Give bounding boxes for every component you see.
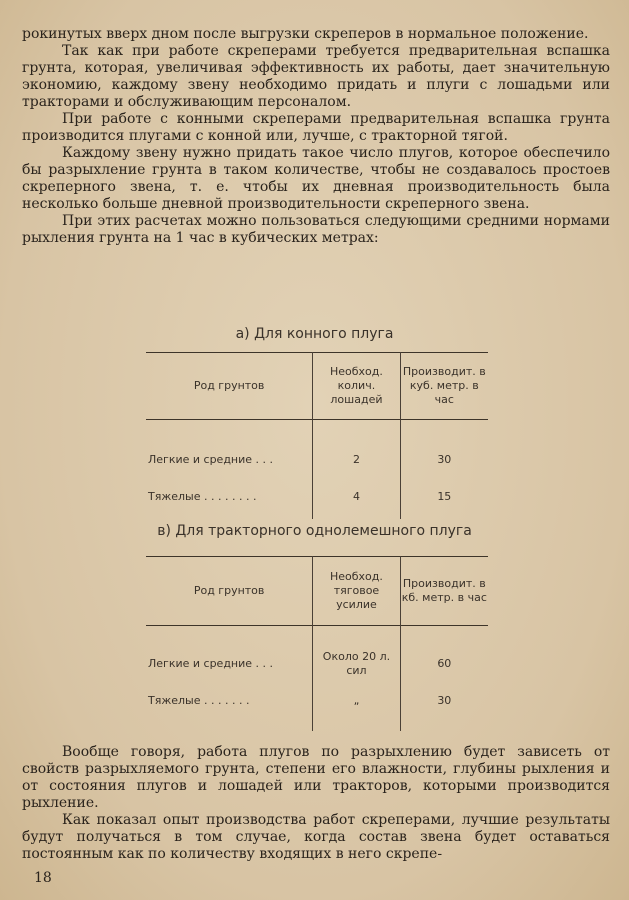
paragraph-normy: При этих расчетах можно пользоваться следующими средними нормами рыхления грунта на 1 час в кубических метрах: — [22, 213, 610, 246]
table-b-header-output: Производит. в кб. метр. в час — [400, 557, 488, 626]
table-row — [146, 693, 488, 731]
paragraph-voobshche: Вообще говоря, работа плугов по разрыхлению будет зависеть от свойств разрыхляемого грунта, степени его влажности, глубины рыхления и от состояния плугов и лошадей или тракторов, которыми производится рыхление. — [22, 744, 610, 811]
table-a-soil-light: Легкие и средние . . . — [148, 453, 274, 466]
table-row — [146, 420, 488, 490]
table-a-header-output: Производит. в куб. метр. в час — [400, 353, 488, 420]
table-a-header-row — [146, 353, 488, 420]
body-text-top — [22, 26, 610, 247]
table-b-header-row — [146, 557, 488, 626]
table-a-soil-heavy: Тяжелые . . . . . . . . — [148, 490, 257, 503]
table-a-output-light: 30 — [400, 420, 488, 490]
paragraph-chislo-plugov: Каждому звену нужно придать такое число плугов, которое обеспечило бы разрыхление грунта в таком количестве, чтобы не создавалось простоев скреперного звена, т. е. чтобы их дневная производительность была несколько больше дневной производительности скреперного звена. — [22, 145, 610, 212]
table-b-title: в) Для тракторного однолемешного плуга — [157, 523, 472, 539]
paragraph-vspashka: Так как при работе скреперами требуется предварительная вспашка грунта, которая, увеличивая эффективность их работы, дает значительную экономию, каждому звену необходимо придать и плуги с лошадьми или тракторами и обслуживающим персоналом. — [22, 43, 610, 110]
table-a-title: а) Для конного плуга — [235, 326, 394, 342]
paragraph-opyt: Как показал опыт производства работ скреперами, лучшие результаты будут получаться в том случае, когда состав звена будет оставаться постоянным как по количеству входящих в него скрепе- — [22, 812, 610, 862]
table-a-header-horses: Необход. колич. лошадей — [313, 353, 400, 420]
table-b-force-light: Около 20 л. сил — [313, 626, 400, 694]
page-number: 18 — [34, 870, 52, 886]
table-b-header-force: Необход. тяговое усилие — [313, 557, 400, 626]
table-row — [146, 626, 488, 694]
table-a — [146, 352, 488, 519]
table-b-force-heavy: „ — [313, 693, 400, 731]
paragraph-continuation: рокинутых вверх дном после выгрузки скреперов в нормальное положение. — [22, 26, 589, 42]
table-b-output-light: 60 — [400, 626, 488, 694]
table-b-soil-heavy: Тяжелые . . . . . . . — [148, 694, 250, 707]
body-text-bottom — [22, 744, 610, 863]
table-a-header-soil: Род грунтов — [193, 379, 265, 392]
paragraph-konnye-skrepery: При работе с конными скреперами предварительная вспашка грунта производится плугами с конной или, лучше, с тракторной тягой. — [22, 111, 610, 144]
table-row — [146, 489, 488, 519]
table-a-horses-light: 2 — [313, 420, 400, 490]
table-b — [146, 556, 488, 731]
table-a-horses-heavy: 4 — [313, 489, 400, 519]
table-b-output-heavy: 30 — [400, 693, 488, 731]
table-b-soil-light: Легкие и средние . . . — [148, 657, 274, 670]
table-b-header-soil: Род грунтов — [193, 584, 265, 597]
table-a-output-heavy: 15 — [400, 489, 488, 519]
